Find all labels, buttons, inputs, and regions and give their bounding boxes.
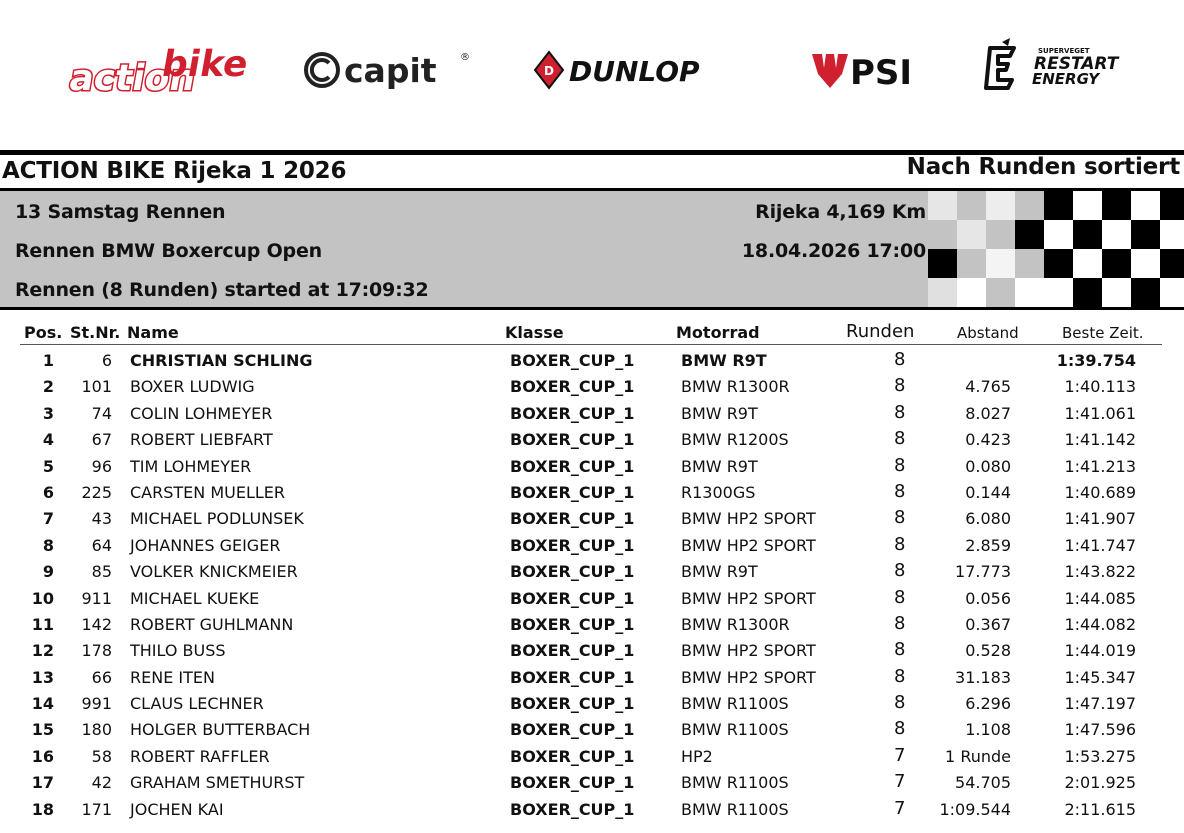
cell-start-number: 991 xyxy=(81,694,112,714)
cell-class: BOXER_CUP_1 xyxy=(510,509,635,529)
cell-start-number: 6 xyxy=(101,351,112,370)
cell-start-number: 66 xyxy=(91,667,112,687)
table-row xyxy=(0,480,1184,506)
cell-laps: 8 xyxy=(894,349,906,370)
cell-best-time: 2:01.925 xyxy=(1064,773,1136,793)
cell-gap: 1 Runde xyxy=(945,746,1011,766)
cell-bike: BMW R1300R xyxy=(681,614,790,634)
table-row xyxy=(0,665,1184,691)
cell-gap: 1:09.544 xyxy=(939,799,1011,819)
cell-pos: 15 xyxy=(31,720,54,740)
cell-name: JOHANNES GEIGER xyxy=(130,535,281,555)
cell-class: BOXER_CUP_1 xyxy=(510,720,635,740)
col-header-best-time: Beste Zeit. xyxy=(1062,324,1144,342)
cell-pos: 13 xyxy=(31,667,54,687)
cell-bike: BMW HP2 SPORT xyxy=(681,588,816,608)
cell-bike: BMW HP2 SPORT xyxy=(681,535,816,555)
cell-bike: BMW HP2 SPORT xyxy=(681,667,816,687)
cell-bike: BMW R9T xyxy=(681,351,767,370)
actionbike-logo-part2: bike xyxy=(158,42,252,85)
cell-laps: 7 xyxy=(894,744,906,766)
cell-best-time: 1:43.822 xyxy=(1064,562,1136,582)
table-row xyxy=(0,612,1184,638)
cell-best-time: 1:41.061 xyxy=(1064,403,1136,423)
race-start-info: Rennen (8 Runden) started at 17:09:32 xyxy=(15,279,429,301)
track-info: Rijeka 4,169 Km xyxy=(755,201,926,223)
cell-name: CHRISTIAN SCHLING xyxy=(130,351,313,370)
cell-name: COLIN LOHMEYER xyxy=(130,403,273,423)
cell-pos: 5 xyxy=(42,456,54,476)
psi-logo xyxy=(808,48,920,92)
col-header-bike: Motorrad xyxy=(676,323,760,342)
cell-pos: 8 xyxy=(42,535,54,555)
actionbike-logo-part1: action xyxy=(66,56,200,99)
table-row xyxy=(0,374,1184,400)
restart-logo-line3: ENERGY xyxy=(1032,70,1100,88)
table-row xyxy=(0,401,1184,427)
cell-class: BOXER_CUP_1 xyxy=(510,614,635,634)
cell-name: BOXER LUDWIG xyxy=(130,377,255,397)
restart-logo-line1: SUPERVEGET xyxy=(1038,47,1090,55)
cell-bike: BMW R1100S xyxy=(681,694,789,714)
cell-gap: 4.765 xyxy=(965,377,1011,397)
cell-name: MICHAEL PODLUNSEK xyxy=(130,509,304,529)
race-datetime: 18.04.2026 17:00 xyxy=(741,240,926,262)
cell-pos: 2 xyxy=(42,377,54,397)
cell-pos: 14 xyxy=(31,694,54,714)
cell-pos: 1 xyxy=(42,351,54,370)
cell-class: BOXER_CUP_1 xyxy=(510,588,635,608)
actionbike-logo xyxy=(56,32,252,100)
cell-bike: BMW R1200S xyxy=(681,430,789,450)
cell-start-number: 142 xyxy=(81,614,112,634)
cell-class: BOXER_CUP_1 xyxy=(510,641,635,661)
cell-name: ROBERT RAFFLER xyxy=(130,746,270,766)
cell-start-number: 225 xyxy=(81,482,112,502)
cell-pos: 6 xyxy=(42,482,54,502)
cell-pos: 7 xyxy=(42,509,54,529)
cell-gap: 1.108 xyxy=(965,720,1011,740)
cell-name: ROBERT GUHLMANN xyxy=(130,614,294,634)
cell-laps: 8 xyxy=(894,586,906,608)
cell-start-number: 58 xyxy=(91,746,112,766)
table-row xyxy=(0,559,1184,585)
cell-name: MICHAEL KUEKE xyxy=(130,588,260,608)
cell-name: THILO BUSS xyxy=(130,641,226,661)
cell-name: HOLGER BUTTERBACH xyxy=(130,720,311,740)
table-row xyxy=(0,454,1184,480)
table-row xyxy=(0,427,1184,453)
table-row xyxy=(0,586,1184,612)
cell-laps: 8 xyxy=(894,454,906,476)
cell-pos: 10 xyxy=(31,588,54,608)
cell-gap: 17.773 xyxy=(955,562,1011,582)
cell-best-time: 2:11.615 xyxy=(1064,799,1136,819)
cell-class: BOXER_CUP_1 xyxy=(510,430,635,450)
table-row xyxy=(0,348,1184,374)
cell-name: CARSTEN MUELLER xyxy=(130,482,286,502)
cell-pos: 12 xyxy=(31,641,54,661)
cell-class: BOXER_CUP_1 xyxy=(510,377,635,397)
col-header-laps: Runden xyxy=(846,321,915,342)
session-name: 13 Samstag Rennen xyxy=(15,201,226,223)
cell-bike: BMW R1100S xyxy=(681,773,789,793)
cell-bike: HP2 xyxy=(681,746,713,766)
table-row xyxy=(0,717,1184,743)
cell-bike: BMW HP2 SPORT xyxy=(681,641,816,661)
cell-bike: BMW R1100S xyxy=(681,799,789,819)
cell-best-time: 1:53.275 xyxy=(1064,746,1136,766)
cell-pos: 18 xyxy=(31,799,54,819)
table-row xyxy=(0,744,1184,770)
cell-class: BOXER_CUP_1 xyxy=(510,562,635,582)
cell-start-number: 67 xyxy=(91,430,112,450)
cell-name: GRAHAM SMETHURST xyxy=(130,773,305,793)
cell-start-number: 96 xyxy=(91,456,112,476)
cell-best-time: 1:44.085 xyxy=(1064,588,1136,608)
cell-gap: 0.144 xyxy=(965,482,1011,502)
event-title: ACTION BIKE Rijeka 1 2026 xyxy=(2,158,347,184)
psi-logo-text: PSI xyxy=(850,53,913,93)
cell-laps: 7 xyxy=(894,771,906,793)
cell-pos: 17 xyxy=(31,773,54,793)
cell-best-time: 1:41.213 xyxy=(1064,456,1136,476)
cell-gap: 0.528 xyxy=(965,641,1011,661)
cell-pos: 16 xyxy=(31,746,54,766)
cell-laps: 8 xyxy=(894,639,906,661)
cell-gap: 0.056 xyxy=(965,588,1011,608)
cell-start-number: 74 xyxy=(91,403,112,423)
cell-bike: BMW R9T xyxy=(681,456,758,476)
cell-bike: BMW R9T xyxy=(681,403,758,423)
cell-class: BOXER_CUP_1 xyxy=(510,351,635,370)
cell-laps: 8 xyxy=(894,533,906,555)
cell-best-time: 1:44.082 xyxy=(1064,614,1136,634)
cell-best-time: 1:40.689 xyxy=(1064,482,1136,502)
cell-pos: 3 xyxy=(42,403,54,423)
info-bottom-rule xyxy=(0,307,1184,310)
cell-best-time: 1:41.907 xyxy=(1064,509,1136,529)
cell-name: CLAUS LECHNER xyxy=(130,694,264,714)
cell-start-number: 180 xyxy=(81,720,112,740)
cell-class: BOXER_CUP_1 xyxy=(510,482,635,502)
cell-laps: 8 xyxy=(894,428,906,450)
cell-start-number: 178 xyxy=(81,641,112,661)
cell-bike: BMW HP2 SPORT xyxy=(681,509,816,529)
cell-gap: 0.080 xyxy=(965,456,1011,476)
cell-start-number: 171 xyxy=(81,799,112,819)
cell-start-number: 42 xyxy=(91,773,112,793)
col-header-gap: Abstand xyxy=(957,324,1019,342)
cell-best-time: 1:41.747 xyxy=(1064,535,1136,555)
col-header-name: Name xyxy=(127,323,179,342)
dunlop-logo-text: DUNLOP xyxy=(569,55,700,88)
cell-name: RENE ITEN xyxy=(130,667,215,687)
race-name: Rennen BMW Boxercup Open xyxy=(15,240,322,262)
cell-best-time: 1:39.754 xyxy=(1056,351,1136,370)
cell-gap: 6.080 xyxy=(965,509,1011,529)
capit-registered-mark: ® xyxy=(460,52,470,63)
cell-best-time: 1:47.596 xyxy=(1064,720,1136,740)
cell-best-time: 1:41.142 xyxy=(1064,430,1136,450)
dunlop-logo xyxy=(533,50,748,90)
table-row xyxy=(0,770,1184,796)
capit-logo xyxy=(302,48,472,92)
cell-laps: 8 xyxy=(894,401,906,423)
cell-gap: 8.027 xyxy=(965,403,1011,423)
cell-pos: 4 xyxy=(42,430,54,450)
table-row xyxy=(0,638,1184,664)
cell-bike: BMW R1300R xyxy=(681,377,790,397)
col-header-class: Klasse xyxy=(505,323,564,342)
cell-gap: 0.423 xyxy=(965,430,1011,450)
cell-class: BOXER_CUP_1 xyxy=(510,456,635,476)
cell-laps: 8 xyxy=(894,560,906,582)
cell-class: BOXER_CUP_1 xyxy=(510,694,635,714)
table-row xyxy=(0,691,1184,717)
cell-laps: 8 xyxy=(894,507,906,529)
header-divider xyxy=(20,344,1162,345)
cell-name: ROBERT LIEBFART xyxy=(130,430,273,450)
cell-laps: 8 xyxy=(894,480,906,502)
col-header-start-number: St.Nr. xyxy=(70,323,121,342)
cell-best-time: 1:40.113 xyxy=(1064,377,1136,397)
cell-laps: 8 xyxy=(894,612,906,634)
cell-start-number: 911 xyxy=(81,588,112,608)
cell-start-number: 85 xyxy=(91,562,112,582)
cell-class: BOXER_CUP_1 xyxy=(510,746,635,766)
cell-bike: R1300GS xyxy=(681,482,756,502)
cell-gap: 54.705 xyxy=(955,773,1011,793)
cell-name: VOLKER KNICKMEIER xyxy=(130,562,298,582)
cell-pos: 9 xyxy=(42,562,54,582)
cell-laps: 8 xyxy=(894,375,906,397)
cell-best-time: 1:45.347 xyxy=(1064,667,1136,687)
cell-class: BOXER_CUP_1 xyxy=(510,799,635,819)
capit-logo-text: capit xyxy=(344,51,437,90)
cell-name: TIM LOHMEYER xyxy=(130,456,252,476)
cell-class: BOXER_CUP_1 xyxy=(510,535,635,555)
cell-gap: 6.296 xyxy=(965,694,1011,714)
cell-best-time: 1:47.197 xyxy=(1064,694,1136,714)
cell-laps: 8 xyxy=(894,718,906,740)
cell-laps: 8 xyxy=(894,692,906,714)
cell-pos: 11 xyxy=(31,614,54,634)
cell-best-time: 1:44.019 xyxy=(1064,641,1136,661)
col-header-pos: Pos. xyxy=(24,323,63,342)
cell-gap: 0.367 xyxy=(965,614,1011,634)
cell-start-number: 64 xyxy=(91,535,112,555)
cell-laps: 8 xyxy=(894,665,906,687)
cell-name: JOCHEN KAI xyxy=(130,799,224,819)
table-row xyxy=(0,797,1184,823)
cell-start-number: 43 xyxy=(91,509,112,529)
table-row xyxy=(0,533,1184,559)
cell-bike: BMW R1100S xyxy=(681,720,789,740)
restart-logo-line2: RESTART xyxy=(1034,54,1119,74)
checkered-flag-graphic xyxy=(928,191,1184,307)
cell-class: BOXER_CUP_1 xyxy=(510,403,635,423)
cell-bike: BMW R9T xyxy=(681,562,758,582)
cell-class: BOXER_CUP_1 xyxy=(510,667,635,687)
cell-start-number: 101 xyxy=(81,377,112,397)
svg-text:D: D xyxy=(544,64,554,78)
cell-gap: 2.859 xyxy=(965,535,1011,555)
results-table xyxy=(0,348,1184,823)
cell-laps: 7 xyxy=(894,797,906,819)
restart-energy-logo xyxy=(980,36,1130,98)
sort-label: Nach Runden sortiert xyxy=(906,154,1180,180)
cell-gap: 31.183 xyxy=(955,667,1011,687)
table-row xyxy=(0,506,1184,532)
cell-class: BOXER_CUP_1 xyxy=(510,773,635,793)
